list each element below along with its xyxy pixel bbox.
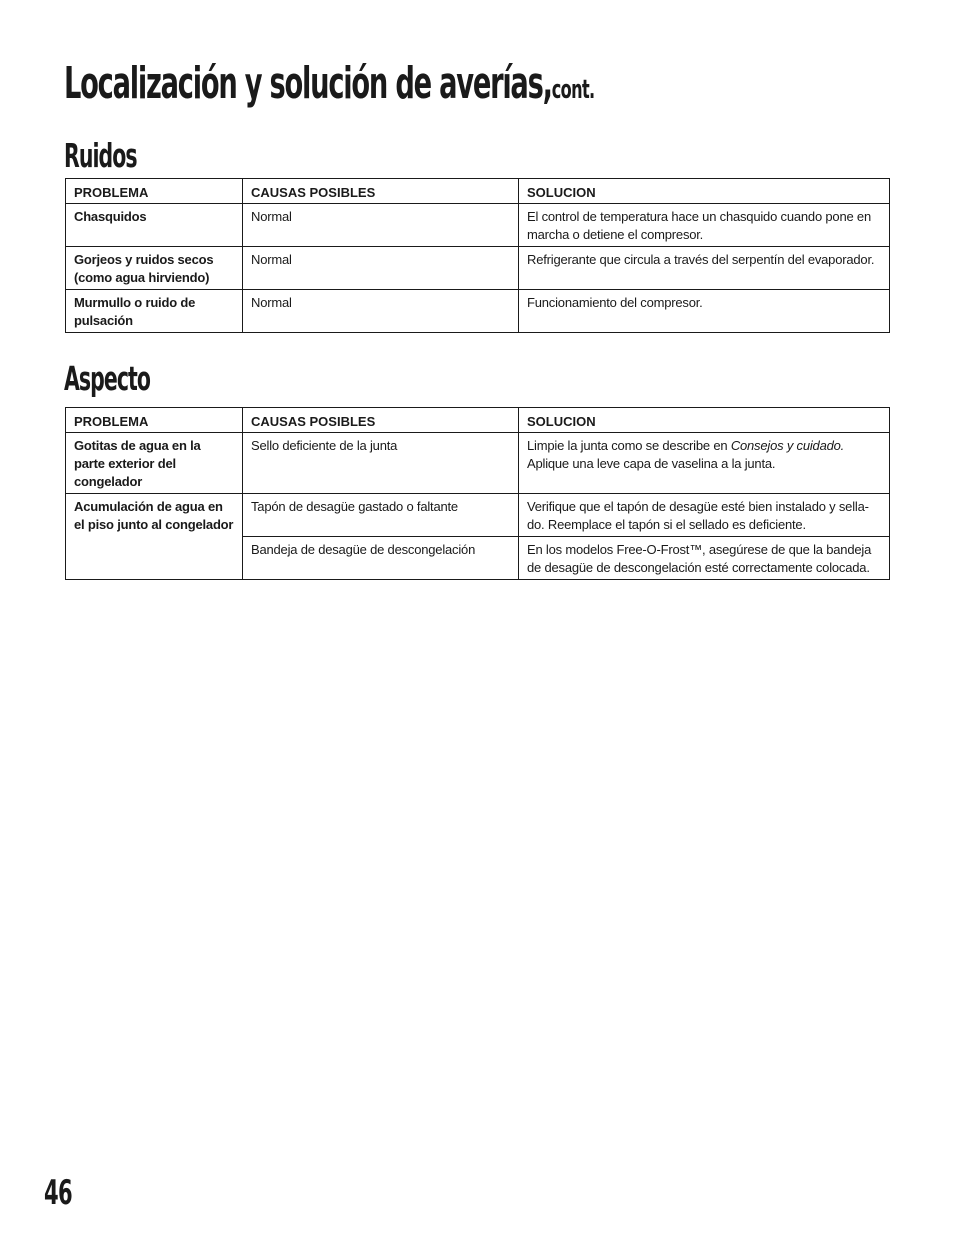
page-title — [64, 58, 595, 109]
table-row — [66, 433, 890, 494]
column-header-solution: SOLUCION — [519, 179, 890, 204]
column-header-causes: CAUSAS POSIBLES — [243, 179, 519, 204]
table-row — [66, 204, 890, 247]
problem-cell: Chasquidos — [66, 204, 243, 247]
cause-cell: Normal — [243, 290, 519, 333]
page-title-main: Localización y solución de averías, — [64, 58, 552, 109]
solution-text: Limpie la junta como se describe en — [527, 438, 731, 453]
column-header-causes: CAUSAS POSIBLES — [243, 408, 519, 433]
cause-cell: Normal — [243, 204, 519, 247]
table-header-row — [66, 408, 890, 433]
solution-cell: El control de temperatura hace un chasquido cuando pone en marcha o detiene el compresor. — [519, 204, 890, 247]
table-row — [66, 494, 890, 537]
cause-cell: Normal — [243, 247, 519, 290]
solution-cell: Verifique que el tapón de desagüe esté bien instalado y sella-do. Reemplace el tapón si el sellado es deficiente. — [519, 494, 890, 537]
problem-cell: Gotitas de agua en la parte exterior del congelador — [66, 433, 243, 494]
solution-cell: Funcionamiento del compresor. — [519, 290, 890, 333]
solution-cell: En los modelos Free-O-Frost™, asegúrese de que la bandeja de desagüe de descongelación esté correctamente colocada. — [519, 537, 890, 580]
ruidos-table — [65, 178, 890, 333]
page-title-cont: cont. — [551, 75, 595, 105]
aspecto-table — [65, 407, 890, 580]
cause-cell: Tapón de desagüe gastado o faltante — [243, 494, 519, 537]
section-title-aspecto: Aspecto — [64, 359, 150, 398]
column-header-problem: PROBLEMA — [66, 179, 243, 204]
solution-cell: Refrigerante que circula a través del serpentín del evaporador. — [519, 247, 890, 290]
section-title-ruidos: Ruidos — [64, 136, 137, 175]
problem-cell: Acumulación de agua en el piso junto al congelador — [66, 494, 243, 580]
column-header-problem: PROBLEMA — [66, 408, 243, 433]
cause-cell: Bandeja de desagüe de descongelación — [243, 537, 519, 580]
solution-reference: Consejos y cuidado. — [730, 438, 845, 453]
problem-cell: Murmullo o ruido de pulsación — [66, 290, 243, 333]
table-header-row — [66, 179, 890, 204]
solution-text: Aplique una leve capa de vaselina a la junta. — [527, 456, 776, 471]
cause-cell: Sello deficiente de la junta — [243, 433, 519, 494]
page-number: 46 — [44, 1173, 73, 1213]
solution-cell — [519, 433, 890, 494]
table-row — [66, 247, 890, 290]
problem-cell: Gorjeos y ruidos secos (como agua hirviendo) — [66, 247, 243, 290]
column-header-solution: SOLUCION — [519, 408, 890, 433]
table-row — [66, 290, 890, 333]
